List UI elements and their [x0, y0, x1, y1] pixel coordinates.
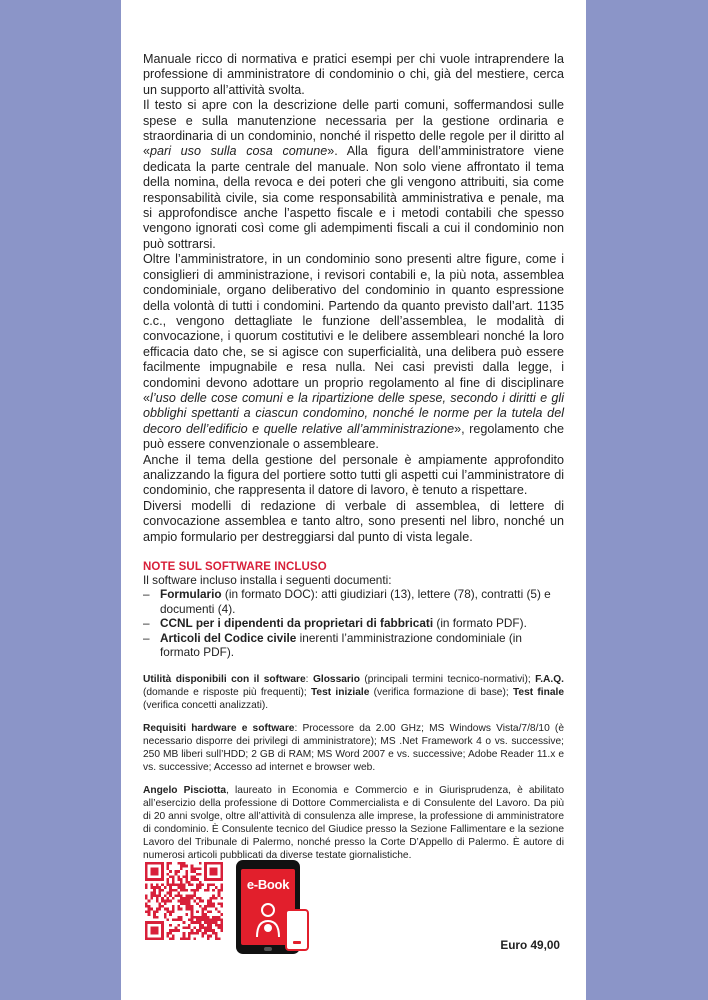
software-item-name: Formulario [160, 587, 222, 601]
author-name: Angelo Pisciotta [143, 784, 227, 796]
paragraph-figures-text: Oltre l’amministratore, in un condominio sono presenti altre figure, come i consiglieri di amministrazione, i revisori contabili e, la più nota, assemblea condominiale, organo deliberativo del condominio in quanto espressione della volontà di tutti i condomini. Partendo da quanto previsto dall’art. 1135 c.c., vengono dettagliate le funzione dell’assemblea, le modalità di convocazione, i quorum costitutivi e le delibere assembleari nonché la loro efficacia dato che, se si agisce con superficialità, una delibera può essere facilmente impugnabile e resa nulla. Nei casi previsti dalla legge, i condomini devono adottare un proprio regolamento al fine di disciplinare « [143, 252, 564, 405]
description-text [143, 52, 564, 545]
utilities-block [143, 673, 564, 712]
tablet-home-button [264, 947, 272, 951]
paragraph-models: Diversi modelli di redazione di verbale di assemblea, di lettere di convocazione assemblea e tanto altro, sono presenti nel libro, nonché un ampio formulario per destreggiarsi dal punto di vista legale. [143, 498, 564, 544]
software-section-title: NOTE SUL SOFTWARE INCLUSO [143, 561, 327, 573]
glossary-name: Glossario [312, 673, 360, 685]
software-item-desc: (in formato DOC): atti giudiziari (13), lettere (78), contratti (5) e documenti (4). [160, 587, 551, 616]
content-column [143, 52, 564, 862]
utilities-sep: : [305, 673, 313, 685]
list-item [143, 587, 564, 616]
price-label: Euro 49,00 [500, 938, 560, 952]
dash-bullet: – [143, 587, 150, 601]
quote-pari-uso: pari uso sulla cosa comune [150, 144, 328, 159]
phone-icon [285, 909, 309, 951]
requirements-text: : Processore da 2.00 GHz; MS Windows Vista/7/8/10 (è necessario disporre dei privilegi di amministratore); MS .Net Framework 4 o vs. successive; 250 MB liberi sull’HDD; 2 GB di RAM; MS Word 2007 e vs. successive; Adobe Reader 11.x e vs. successive; Accesso ad internet e browser web. [143, 722, 564, 773]
quote-regolamento: l’uso delle cose comuni e la ripartizione delle spese, secondo i diritti e gli obblighi spettanti a ciascun condomino, nonché le norme per la tutela del decoro dell’edificio e quelle relative all’amministrazione [143, 390, 564, 436]
list-item [143, 631, 564, 660]
utilities-label: Utilità disponibili con il software [143, 673, 306, 685]
faq-desc: (domande e risposte più frequenti); [143, 686, 311, 698]
paragraph-parts-text: Il testo si apre con la descrizione delle parti comuni, soffermandosi sulle spese e sulla manutenzione necessaria per la gestione ordinaria e straordinaria di un condominio, nonché il rispetto delle regole per il diritto al « [143, 98, 564, 159]
glossary-desc: (principali termini tecnico-normativi); [359, 673, 536, 685]
paragraph-personnel: Anche il tema della gestione del personale è ampiamente approfondito analizzando la figura del portiere sotto tutti gli aspetti cui l’amministratore di condominio, che rappresenta il datore di lavoro, è tenuto a rispettare. [143, 452, 564, 498]
author-block [143, 784, 564, 862]
dash-bullet: – [143, 630, 150, 645]
paragraph-parts-continued: ». Alla figura dell’amministratore viene dedicata la parte centrale del manuale. Non solo viene affrontato il tema della nomina, della revoca e dei poteri che gli vengono attribuiti, sia come responsabilità civile, sia come responsabilità amministrativa e penale, ma si approfondisce anche l’aspetto fiscale e i metodi contabili che spesso vengono ignorati così come gli adempimenti fiscali a cui il condominio non può sottrarsi. [143, 144, 564, 251]
paragraph-figures [143, 252, 564, 452]
software-item-desc: inerenti l’amministrazione condominiale (in formato PDF). [160, 630, 522, 659]
software-item-name: CCNL per i dipendenti da proprietari di fabbricati [160, 616, 434, 630]
paragraph-parts [143, 98, 564, 252]
faq-name: F.A.Q. [535, 673, 564, 685]
software-list [143, 587, 564, 660]
requirements-block [143, 722, 564, 774]
test-initial-name: Test iniziale [310, 686, 370, 698]
phone-home-button [293, 941, 301, 944]
paragraph-intro: Manuale ricco di normativa e pratici esempi per chi vuole intraprendere la professione di amministratore di condominio o chi, già del mestiere, cerca un supporto all’attività svolta. [143, 52, 564, 97]
software-item-desc: (in formato PDF). [433, 616, 527, 630]
qr-code [145, 862, 223, 940]
back-cover-page [121, 0, 586, 1000]
test-initial-desc: (verifica formazione di base); [369, 686, 513, 698]
test-final-desc: (verifica concetti analizzati). [143, 699, 269, 711]
list-item [143, 616, 564, 631]
requirements-label: Requisiti hardware e software [143, 722, 295, 734]
dash-bullet: – [143, 616, 150, 630]
ebook-label: e-Book [246, 877, 290, 892]
test-final-name: Test finale [512, 686, 565, 698]
author-bio: , laureato in Economia e Commercio e in Giurisprudenza, è abilitato all’esercizio della professione di Dottore Commercialista e di Consulente del Lavoro. Da più di 20 anni svolge, oltre all’attività di consulenza alle imprese, la professione di amministratore di condominio. È Consulente tecnico del Giudice presso la Sezione Fallimentare e la sezione Lavoro del Tribunale di Palermo, nonché presso la Corte D’Appello di Palermo. È autore di numerosi articoli pubblicati da diverse testate giornalistiche. [143, 784, 564, 861]
ebook-figure-icon [253, 901, 283, 939]
software-intro: Il software incluso installa i seguenti documenti: [143, 573, 392, 587]
software-item-name: Articoli del Codice civile [160, 630, 297, 645]
paragraph-figures-end: », regolamento che può essere convenzionale o assembleare. [143, 421, 564, 452]
